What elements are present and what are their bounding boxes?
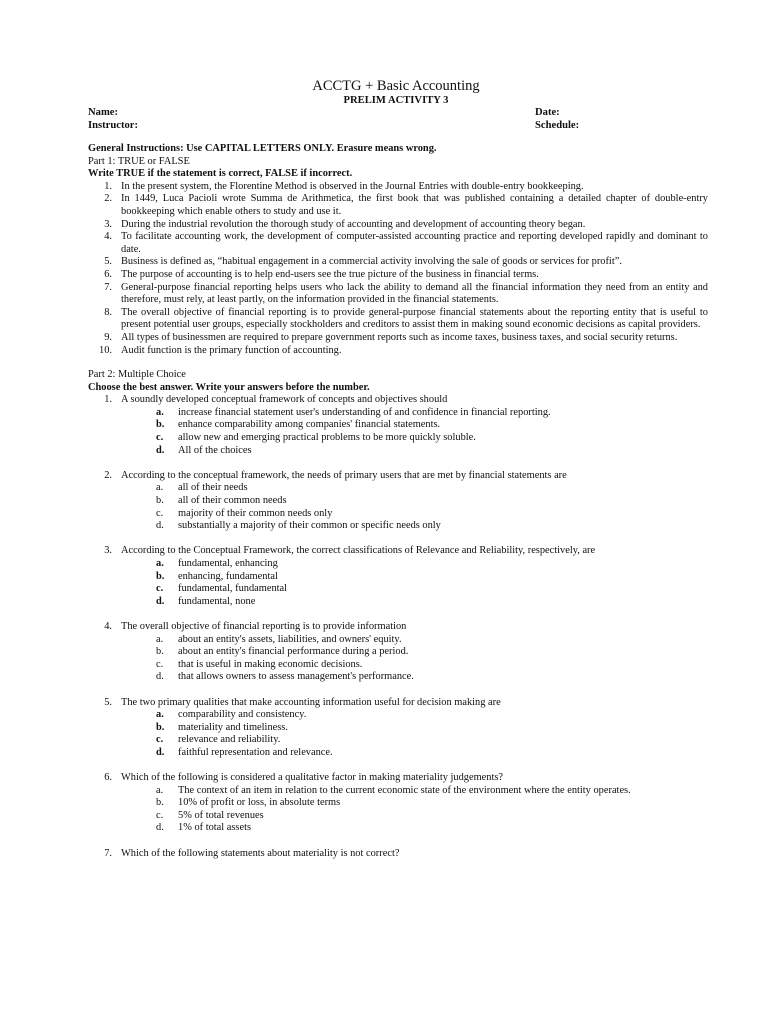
tf-item (88, 332, 708, 345)
option-text: increase financial statement user's understanding of and confidence in financial reporting. (178, 406, 551, 418)
item-number: 3. (104, 218, 112, 230)
tf-item (88, 256, 708, 269)
tf-item (88, 269, 708, 282)
tf-item (88, 193, 708, 218)
item-text: General-purpose financial reporting helps users who lack the ability to demand all the financial information they need from an entity and therefore, must rely, at least partly, on the information provided in the financial statements. (121, 281, 708, 306)
part2-heading: Part 2: Multiple Choice (88, 369, 186, 381)
item-text: During the industrial revolution the thorough study of accounting and development of accounting theory began. (121, 218, 586, 230)
item-number: 7. (104, 281, 112, 293)
answer-option (88, 747, 708, 760)
tf-item (88, 282, 708, 307)
multiple-choice-list (88, 394, 708, 860)
name-label: Name: (88, 107, 119, 118)
item-number: 1. (104, 180, 112, 192)
question-number: 7. (104, 847, 112, 859)
option-letter: d. (156, 671, 164, 683)
option-letter: b. (156, 797, 164, 809)
option-text: fundamental, fundamental (178, 583, 288, 595)
question-spacer (88, 608, 708, 621)
true-false-list (88, 181, 708, 357)
question-text: Which of the following is considered a qualitative factor in making materiality judgements? (121, 772, 504, 784)
option-text: about an entity's financial performance during a period. (178, 646, 409, 658)
answer-option (88, 671, 708, 684)
answer-option (88, 583, 708, 596)
option-letter: d. (156, 520, 164, 532)
item-number: 8. (104, 306, 112, 318)
question-spacer (88, 760, 708, 773)
option-text: all of their needs (178, 482, 248, 494)
item-text: The purpose of accounting is to help end-users see the true picture of the business in financial terms. (121, 268, 539, 280)
option-text: relevance and reliability. (178, 734, 281, 746)
answer-option (88, 785, 708, 798)
item-text: All types of businessmen are required to prepare government reports such as income taxes, business taxes, and social security returns. (121, 331, 678, 343)
option-letter: c. (156, 507, 164, 519)
mc-question (88, 697, 708, 710)
item-text: In 1449, Luca Pacioli wrote Summa de Arithmetica, the first book that was published containing a detailed chapter of double-entry bookkeeping which enable others to study and use it. (121, 193, 708, 217)
answer-option (88, 407, 708, 420)
option-letter: d. (156, 822, 164, 834)
question-spacer (88, 457, 708, 470)
option-letter: d. (156, 444, 165, 456)
mc-question (88, 394, 708, 407)
question-text: The overall objective of financial reporting is to provide information (121, 620, 407, 632)
option-letter: b. (156, 419, 165, 431)
item-number: 6. (104, 268, 112, 280)
option-letter: c. (156, 809, 164, 821)
tf-item (88, 181, 708, 194)
option-text: 10% of profit or loss, in absolute terms (178, 797, 341, 809)
mc-question (88, 470, 708, 483)
answer-option (88, 571, 708, 584)
general-instructions: General Instructions: Use CAPITAL LETTERS ONLY. Erasure means wrong. (88, 143, 437, 154)
answer-option (88, 495, 708, 508)
option-letter: a. (156, 558, 164, 569)
option-text: that allows owners to assess management's performance. (178, 671, 414, 683)
option-letter: a. (156, 406, 164, 418)
option-text: that is useful in making economic decisions. (178, 658, 363, 670)
part1-heading: Part 1: TRUE or FALSE (88, 155, 190, 167)
option-text: faithful representation and relevance. (178, 746, 333, 758)
question-number: 6. (104, 772, 112, 784)
mc-question (88, 545, 708, 558)
mc-question (88, 772, 708, 785)
item-text: In the present system, the Florentine Method is observed in the Journal Entries with double-entry bookkeeping. (121, 180, 584, 192)
schedule-label: Schedule: (535, 120, 580, 131)
question-text: Which of the following statements about materiality is not correct? (121, 847, 400, 859)
item-number: 2. (104, 193, 112, 205)
answer-option (88, 810, 708, 823)
item-number: 9. (104, 331, 112, 343)
question-text: According to the Conceptual Framework, the correct classifications of Relevance and Reliability, respectively, are (121, 545, 596, 557)
tf-item (88, 231, 708, 256)
question-spacer (88, 835, 708, 848)
question-text: A soundly developed conceptual framework of concepts and objectives should (121, 394, 448, 406)
option-letter: c. (156, 658, 164, 670)
option-letter: b. (156, 570, 165, 582)
question-text: According to the conceptual framework, the needs of primary users that are met by financial statements are (121, 469, 567, 481)
option-text: about an entity's assets, liabilities, and owners' equity. (178, 633, 402, 645)
option-letter: c. (156, 583, 164, 595)
answer-option (88, 596, 708, 609)
item-number: 10. (99, 344, 112, 356)
item-text: Audit function is the primary function of accounting. (121, 344, 342, 356)
part1-instruction: Write TRUE if the statement is correct, FALSE if incorrect. (88, 168, 353, 180)
option-letter: a. (156, 784, 164, 796)
option-letter: b. (156, 495, 164, 507)
option-text: All of the choices (178, 444, 252, 456)
item-number: 4. (104, 231, 112, 243)
answer-option (88, 722, 708, 735)
question-number: 1. (104, 394, 112, 406)
question-spacer (88, 533, 708, 546)
option-text: allow new and emerging practical problems to be more quickly soluble. (178, 432, 476, 444)
option-letter: d. (156, 595, 165, 607)
option-letter: a. (156, 482, 164, 494)
answer-option (88, 646, 708, 659)
answer-option (88, 558, 708, 571)
question-number: 5. (104, 696, 112, 708)
option-letter: b. (156, 646, 164, 658)
option-text: majority of their common needs only (178, 507, 333, 519)
answer-option (88, 520, 708, 533)
option-text: 1% of total assets (178, 822, 252, 834)
option-letter: b. (156, 721, 165, 733)
instructor-label: Instructor: (88, 120, 139, 131)
question-number: 3. (104, 545, 112, 557)
option-text: enhance comparability among companies' financial statements. (178, 419, 441, 431)
option-letter: d. (156, 746, 165, 758)
answer-option (88, 709, 708, 722)
answer-option (88, 482, 708, 495)
option-text: all of their common needs (178, 495, 287, 507)
answer-option (88, 734, 708, 747)
mc-question (88, 621, 708, 634)
item-text: The overall objective of financial reporting is to provide general-purpose financial statements about the reporting entity that is useful to present potential user groups, especially stockholders and creditors to assist them in making sound economic decisions as capital providers. (121, 306, 708, 331)
document-subtitle: PRELIM ACTIVITY 3 (343, 95, 449, 106)
part2-instruction: Choose the best answer. Write your answers before the number. (88, 381, 370, 393)
answer-option (88, 432, 708, 445)
question-spacer (88, 684, 708, 697)
tf-item (88, 345, 708, 358)
option-letter: a. (156, 709, 164, 721)
answer-option (88, 659, 708, 672)
date-label: Date: (535, 107, 560, 118)
option-text: fundamental, enhancing (178, 558, 278, 569)
item-number: 5. (104, 256, 112, 268)
question-text: The two primary qualities that make accounting information useful for decision making are (121, 696, 501, 708)
option-text: materiality and timeliness. (178, 721, 288, 733)
mc-question (88, 848, 708, 861)
answer-option (88, 419, 708, 432)
question-number: 4. (104, 620, 112, 632)
option-text: The context of an item in relation to the current economic state of the environment where the entity operates. (178, 784, 631, 796)
option-text: comparability and consistency. (178, 709, 307, 721)
option-text: substantially a majority of their common or specific needs only (178, 520, 441, 532)
option-letter: c. (156, 432, 164, 444)
option-text: 5% of total revenues (178, 809, 264, 821)
answer-option (88, 797, 708, 810)
document-body (88, 143, 708, 860)
question-number: 2. (104, 469, 112, 481)
answer-option (88, 508, 708, 521)
tf-item (88, 307, 708, 332)
item-text: Business is defined as, “habitual engagement in a commercial activity involving the sale of goods or services for profit”. (121, 256, 622, 268)
option-letter: a. (156, 633, 164, 645)
answer-option (88, 634, 708, 647)
option-letter: c. (156, 734, 164, 746)
option-text: enhancing, fundamental (178, 570, 278, 582)
answer-option (88, 822, 708, 835)
answer-option (88, 445, 708, 458)
item-text: To facilitate accounting work, the development of computer-assisted accounting practice and reporting developed rapidly and dominant to date. (121, 231, 708, 255)
tf-item (88, 219, 708, 232)
document-title: ACCTG + Basic Accounting (312, 78, 480, 94)
option-text: fundamental, none (178, 595, 256, 607)
